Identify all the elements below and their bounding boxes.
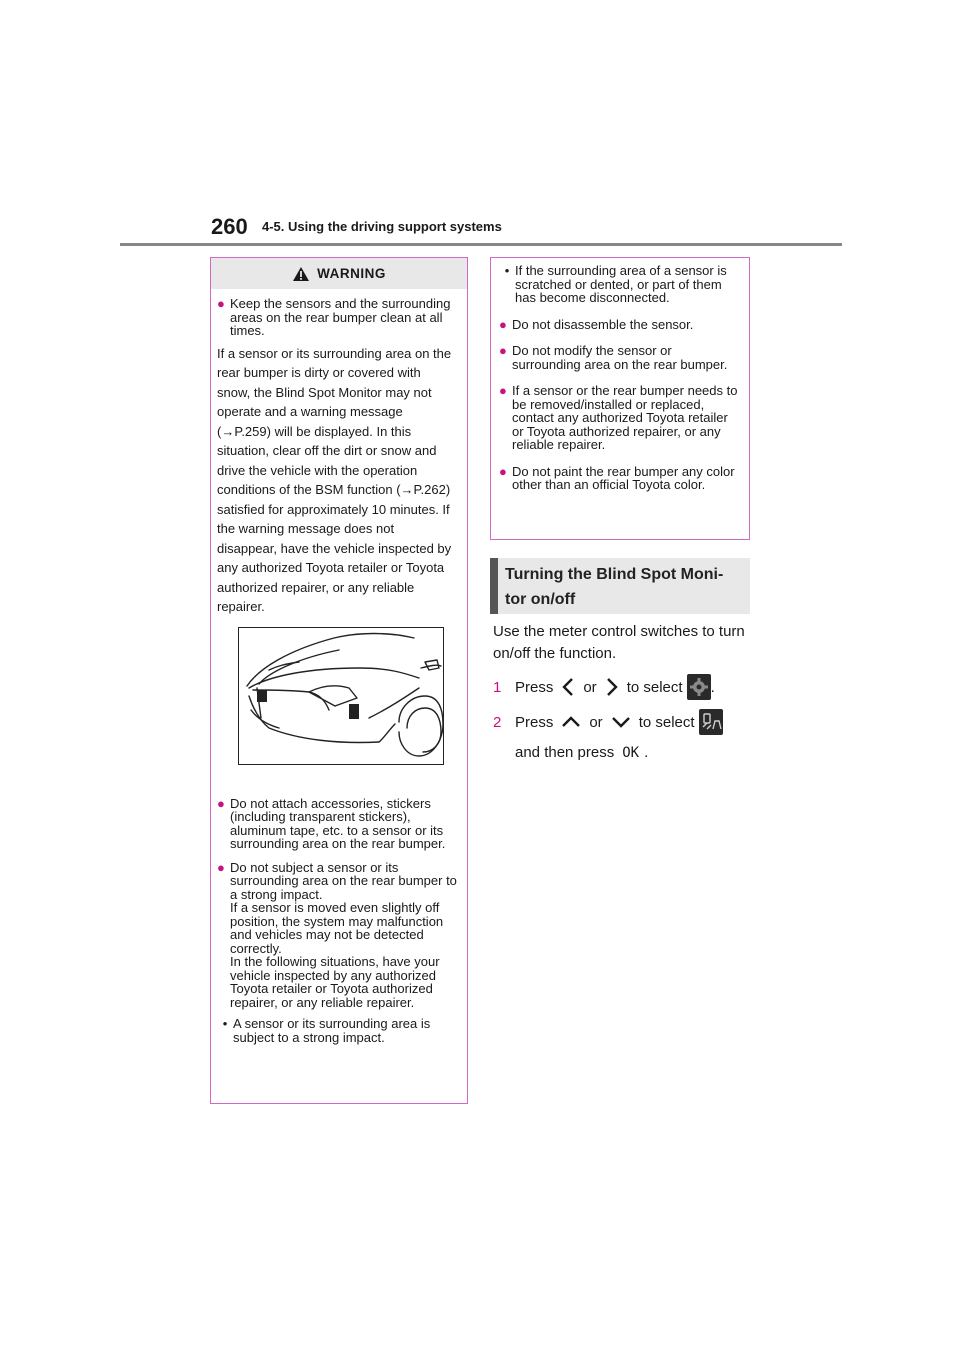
warning-item-1: ● Keep the sensors and the surrounding areas on the rear bumper clean at all times. <box>217 296 451 338</box>
heading-bar <box>490 558 498 614</box>
step-text: and then press <box>515 744 615 761</box>
bullet-icon: ● <box>499 316 507 332</box>
step-text: Press <box>515 678 554 696</box>
step-text: Press <box>515 713 554 731</box>
bullet-icon: ● <box>499 463 507 479</box>
warning-item-7: ● Do not paint the rear bumper any color other than an official Toyota color. <box>499 463 735 492</box>
step-text: or <box>583 678 597 696</box>
warning-item-5: ● Do not modify the sensor or surrounding area on the rear bumper. <box>499 343 728 372</box>
step-2 <box>493 709 723 735</box>
step-text: or <box>589 713 603 731</box>
page-number: 260 <box>211 214 248 239</box>
warning-continued-box <box>490 257 750 540</box>
step-2-continued <box>515 744 648 761</box>
bullet-icon: ● <box>217 859 225 875</box>
chevron-left-icon <box>561 677 575 697</box>
step-number: 1 <box>493 678 502 696</box>
car-rear-figure <box>238 627 444 765</box>
warning-item-6: ● If a sensor or the rear bumper needs to be removed/installed or replaced, contact any authorized Toyota retailer or Toyota authorized repairer, or any reliable repairer. <box>499 383 738 452</box>
warning-subitem: • A sensor or its surrounding area is subject to a strong impact. <box>217 1017 457 1044</box>
warning-item-2: ● Do not attach accessories, stickers (including transparent stickers), aluminum tape, etc. to a sensor or its surrounding area on the rear bumper. <box>217 795 446 851</box>
step-number: 2 <box>493 713 502 731</box>
section-title: 4-5. Using the driving support systems <box>262 219 502 234</box>
section-heading <box>490 558 750 614</box>
step-text: . <box>710 678 715 696</box>
step-1 <box>493 674 715 700</box>
warning-item-3-text: Do not subject a sensor or its surrounding area on the rear bumper to a strong impact. <box>230 859 457 902</box>
chevron-up-icon <box>561 715 581 729</box>
warning-item-3-text-c: In the following situations, have your vehicle inspected by any authorized Toyota retailer or Toyota authorized repairer, or any reliable repairer. <box>230 954 440 1010</box>
bullet-icon: ● <box>499 383 507 398</box>
step-text: to select <box>638 713 695 731</box>
chevron-right-icon <box>605 677 619 697</box>
warning-item-4: ● Do not disassemble the sensor. <box>499 316 694 332</box>
section-heading-line-2: tor on/off <box>505 591 576 608</box>
section-intro: Use the meter control switches to turn on/off the function. <box>493 623 745 662</box>
bullet-icon: ● <box>217 296 225 311</box>
chevron-down-icon <box>611 715 631 729</box>
warning-header <box>211 258 467 289</box>
small-bullet-icon: • <box>504 263 510 278</box>
warning-box <box>210 257 468 1104</box>
settings-gear-icon <box>687 674 711 700</box>
section-heading-line-1: Turning the Blind Spot Moni- <box>505 566 724 583</box>
bullet-icon: ● <box>217 795 225 811</box>
warning-paragraph: If a sensor or its surrounding area on the rear bumper is dirty or covered with snow, the Blind Spot Monitor may not operate and a warning message (→P.259) will be displayed. In this situation, clear off the dirt or snow and drive the vehicle with the operation conditions of the BSM function (→P.262) satisfied for approximately 10 minutes. If the warning message does not disappear, have the vehicle inspected by any authorized Toyota retailer or Toyota authorized repairer, or any reliable repairer. <box>217 345 452 614</box>
warning-title: WARNING <box>317 266 386 281</box>
ok-button-label: OK <box>622 744 640 761</box>
warning-subitem-2: • If the surrounding area of a sensor is scratched or dented, or part of them has become disconnected. <box>499 264 739 305</box>
bullet-icon: ● <box>499 343 507 358</box>
step-text: . <box>644 744 649 761</box>
driver-assist-icon <box>699 709 723 735</box>
step-text: to select <box>626 678 683 696</box>
warning-triangle-icon <box>292 266 310 282</box>
car-rear-bumper-drawing <box>239 628 443 764</box>
warning-item-3 <box>217 861 457 1010</box>
warning-item-3-text-b: If a sensor is moved even slightly off position, the system may malfunction and vehicles may not be detected correctly. <box>230 900 444 956</box>
small-bullet-icon: • <box>222 1016 228 1031</box>
header-rule <box>120 243 842 246</box>
